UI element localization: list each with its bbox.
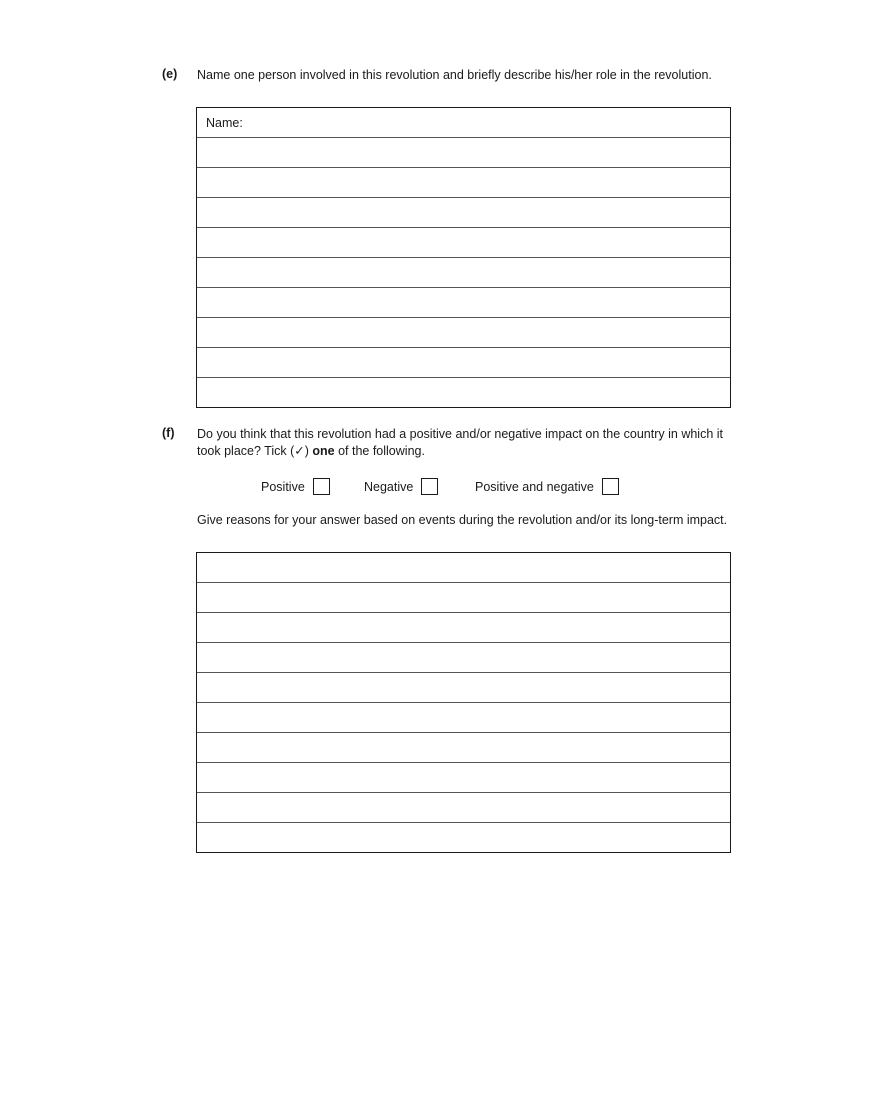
option-negative: [364, 478, 438, 495]
answer-line[interactable]: [197, 793, 730, 823]
answer-line[interactable]: [197, 198, 730, 228]
answer-line[interactable]: [197, 583, 730, 613]
option-negative-label: Negative: [364, 479, 414, 494]
answer-line[interactable]: [197, 733, 730, 763]
question-f-text-part1: Do you think that this revolution had a positive and/or negative impact on the country in which it took place? Tick (✓): [197, 427, 723, 458]
question-e-text: Name one person involved in this revolution and briefly describe his/her role in the revolution.: [197, 68, 712, 82]
question-e-label: (e): [162, 67, 178, 81]
answer-line-name[interactable]: [197, 108, 730, 138]
option-positive: [261, 478, 330, 495]
option-positive-label: Positive: [261, 479, 305, 494]
answer-line[interactable]: [197, 613, 730, 643]
answer-line[interactable]: [197, 348, 730, 378]
answer-line[interactable]: [197, 168, 730, 198]
answer-line[interactable]: [197, 378, 730, 408]
option-positive-and-negative: [475, 478, 619, 495]
option-positive-and-negative-checkbox[interactable]: [602, 478, 619, 495]
question-f-label: (f): [162, 426, 175, 440]
option-negative-checkbox[interactable]: [421, 478, 438, 495]
answer-line[interactable]: [197, 258, 730, 288]
question-e-answer-box[interactable]: [196, 107, 731, 408]
option-positive-checkbox[interactable]: [313, 478, 330, 495]
answer-line[interactable]: [197, 318, 730, 348]
question-f-answer-box[interactable]: [196, 552, 731, 853]
answer-line[interactable]: [197, 288, 730, 318]
answer-line[interactable]: [197, 228, 730, 258]
answer-line[interactable]: [197, 553, 730, 583]
name-label: Name:: [206, 116, 243, 130]
question-f-text-bold: one: [312, 444, 335, 458]
option-positive-and-negative-label: Positive and negative: [475, 479, 594, 494]
reasons-prompt: Give reasons for your answer based on events during the revolution and/or its long-term impact.: [197, 513, 728, 527]
answer-line[interactable]: [197, 703, 730, 733]
answer-line[interactable]: [197, 643, 730, 673]
answer-line[interactable]: [197, 763, 730, 793]
answer-line[interactable]: [197, 673, 730, 703]
answer-line[interactable]: [197, 823, 730, 853]
question-f-text-part2: of the following.: [334, 444, 425, 458]
answer-line[interactable]: [197, 138, 730, 168]
question-f-text: [197, 426, 737, 460]
